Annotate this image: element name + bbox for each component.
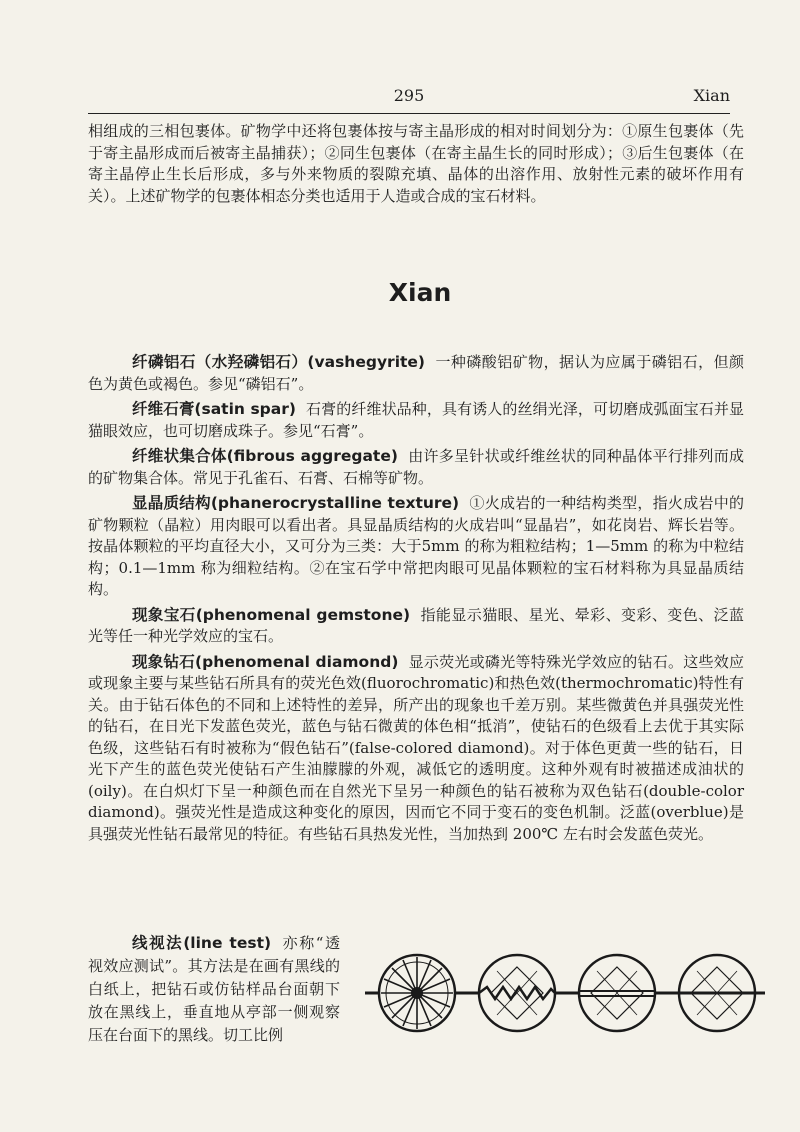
entry [88,605,744,648]
entry-term: 现象宝石(phenomenal gemstone) [132,605,411,624]
entry-definition: 石膏的纤维状品种，具有诱人的丝绢光泽，可切磨成弧面宝石并显猫眼效应，也可切磨成珠子。参见“石膏”。 [88,400,744,440]
intro-paragraph: 相组成的三相包裹体。矿物学中还将包裹体按与寄主晶形成的相对时间划分为：①原生包裹体（先于寄主晶形成而后被寄主晶捕获）；②同生包裹体（在寄主晶生长的同时形成）；③后生包裹体（在寄主晶停止生长后形成，多与外来物质的裂隙充填、晶体的出溶作用、放射性元素的破坏作用有关）。上述矿物学的包裹体相态分类也适用于人造或合成的宝石材料。 [88,122,744,205]
entry-definition: 一种磷酸铝矿物，据认为应属于磷铝石，但颜色为黄色或褐色。参见“磷铝石”。 [88,353,744,393]
entry-term: 现象钻石(phenomenal diamond) [132,652,399,671]
entry-definition: 亦称“透视效应测试”。其方法是在画有黑线的白纸上，把钻石或仿钻样品台面朝下放在黑线上，垂直地从亭部一侧观察压在台面下的黑线。切工比例 [88,934,340,1044]
entry [88,493,744,601]
diamond-1-outline-icon [379,955,455,1031]
diamond-3-outline-icon [579,955,655,1031]
entry-term: 线视法(line test) [132,934,272,952]
entry-definition: 显示荧光或磷光等特殊光学效应的钻石。这些效应或现象主要与某些钻石所具有的荧光色效(fluorochromatic)和热色效(thermochromatic)特性有关。由于钻石体色的不同和上述特性的差异，所产出的现象也千差万别。某些微黄色并具强荧光性的钻石，在日光下发蓝色荧光，蓝色与钻石微黄的体色相“抵消”，使钻石的色级看上去优于其实际色级，这些钻石有时被称为“假色钻石”(false-colored diamond)。对于体色更黄一些的钻石，日光下产生的蓝色荧光使钻石产生油朦朦的外观，减低它的透明度。这种外观有时被描述成油状的(oily)。在白炽灯下呈一种颜色而在自然光下呈另一种颜色的钻石被称为双色钻石(double-color diamond)。强荧光性是造成这种变化的原因，因而它不同于变石的变色机制。泛蓝(overblue)是具强荧光性钻石最常见的特征。有些钻石具热发光性，当加热到 200℃ 左右时会发蓝色荧光。 [88,652,744,843]
line-test-figure [365,938,765,1048]
entry-definition: ①火成岩的一种结构类型，指火成岩中的矿物颗粒（晶粒）用肉眼可以看出者。具显晶质结构的火成岩叫“显晶岩”，如花岗岩、辉长岩等。按晶体颗粒的平均直径大小，又可分为三类：大于5mm 的称为粗粒结构；1—5mm 的称为中粒结构；0.1—1mm 称为细粒结构。②在宝石学中常把肉眼可见晶体颗粒的宝石材料称为具显晶质结构。 [88,494,744,598]
page-header [88,86,730,110]
section-title: Xian [388,278,452,307]
entry [88,446,744,489]
entry [88,352,744,395]
entry-term: 显晶质结构(phanerocrystalline texture) [132,494,460,512]
header-rule [88,113,730,114]
entry-term: 纤维状集合体(fibrous aggregate) [132,447,398,465]
entry [88,652,744,846]
entry [88,399,744,442]
entry-definition: 指能显示猫眼、星光、晕彩、变彩、变色、泛蓝光等任一种光学效应的宝石。 [88,605,744,645]
diamond-2-outline-icon [479,955,555,1031]
running-head: Xian [693,86,730,105]
entry-list [88,352,744,849]
entry-definition: 由许多呈针状或纤维丝状的同种晶体平行排列而成的矿物集合体。常见于孔雀石、石膏、石棉等矿物。 [88,447,744,487]
page-number: 295 [393,86,425,105]
diamond-4-outline-icon [679,955,755,1031]
entry-term: 纤维石膏(satin spar) [132,400,296,418]
entry-term: 纤磷铝石（水羟磷铝石）(vashegyrite) [132,353,426,371]
entry-line-test [88,932,340,1047]
